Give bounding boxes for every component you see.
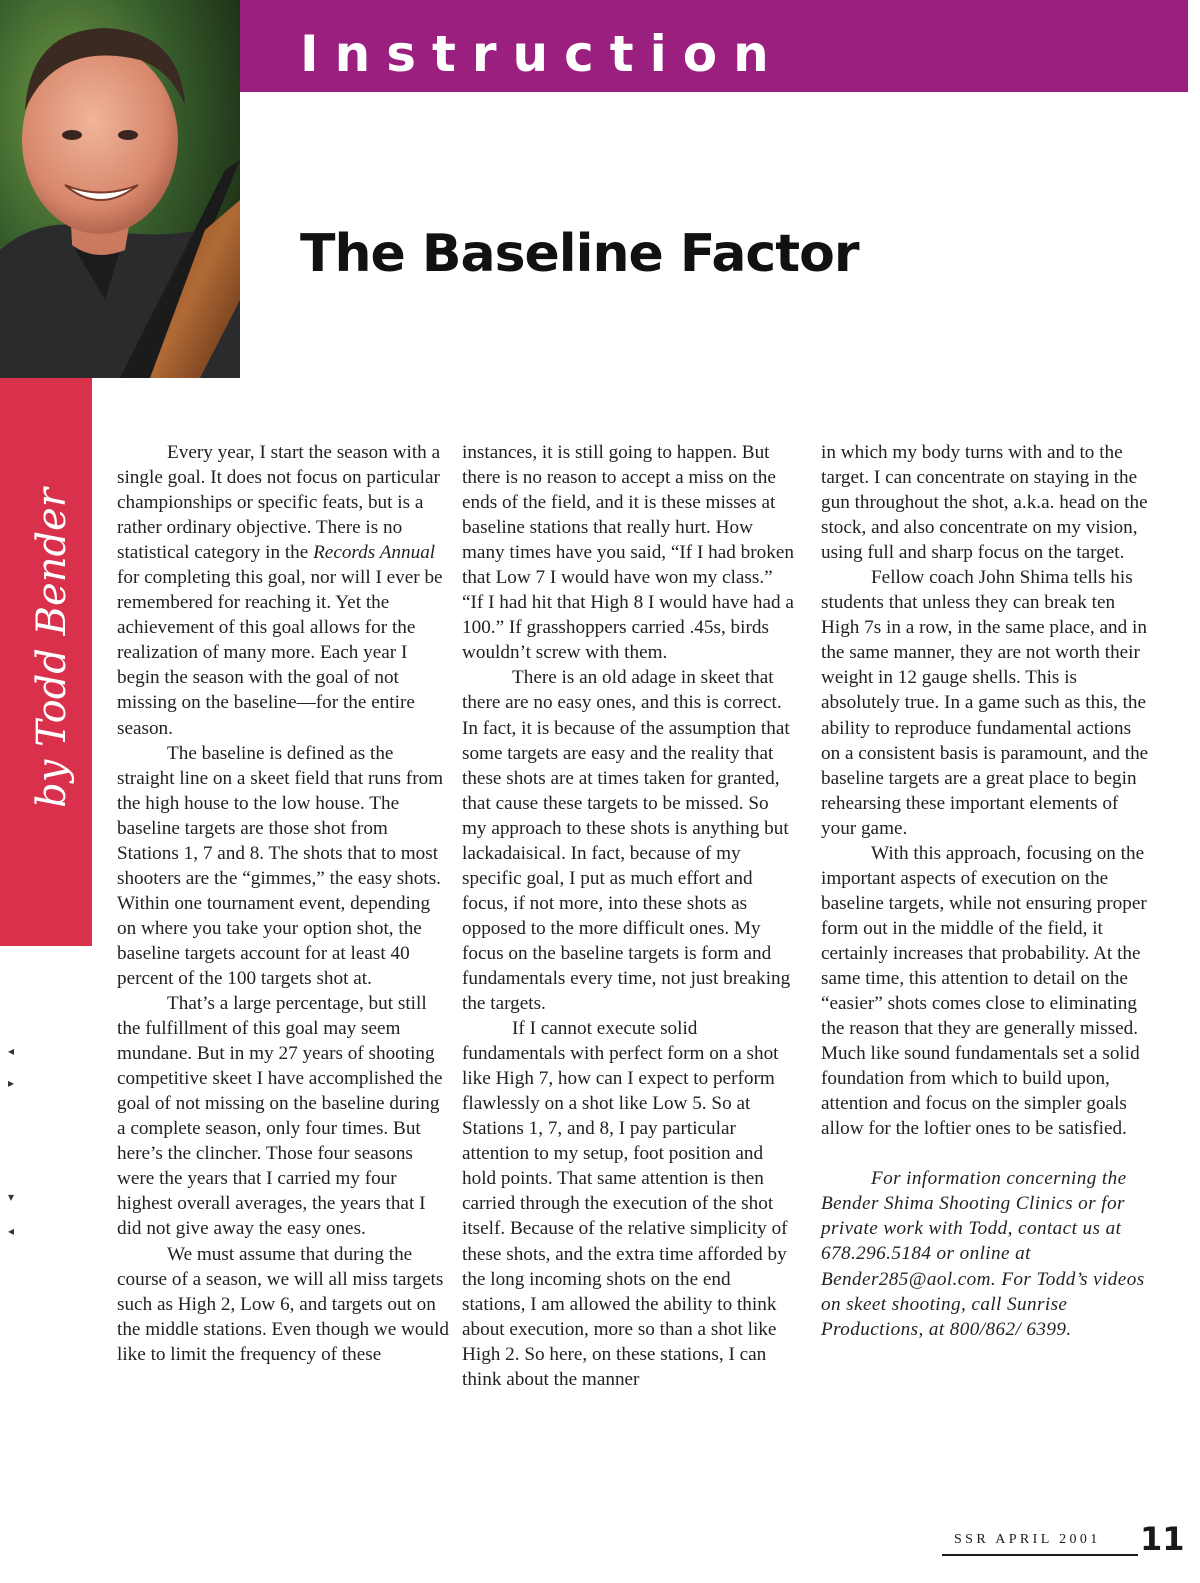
paragraph: We must assume that during the course of a season, we will all miss targets such as High 2, Low 6, and targets out on the middle stations. Even though we would like to limit the frequency of these <box>117 1243 450 1365</box>
page-number: 11 <box>1140 1520 1185 1558</box>
article-title: The Baseline Factor <box>300 224 859 284</box>
article-column-3 <box>821 440 1155 1342</box>
margin-mark: ◂ <box>8 1224 15 1238</box>
paragraph: There is an old adage in skeet that there are no easy ones, and this is correct. In fact, it is because of the assumption that some targets are easy and the reality that these shots are at times taken for granted, that cause these targets to be missed. So my approach to these shots is anything but lackadaisical. In fact, because of my specific goal, I put as much effort and focus, if not more, into these shots as opposed to the more difficult ones. My focus on the baseline targets is form and fundamentals every time, not just breaking the targets. <box>462 667 791 1015</box>
contact-info: For information concerning the Bender Shima Shooting Clinics or for private work with Todd, contact us at 678.296.5184 or online at Bender285@aol.com. For Todd’s videos on skeet shooting, call Sunrise Productions, at 800/862/ 6399. <box>821 1168 1145 1340</box>
paragraph: If I cannot execute solid fundamentals with perfect form on a shot like High 7, how can I expect to perform flawlessly on a shot like Low 5. So at Stations 1, 7, and 8, I pay particular attention to my setup, foot position and hold points. That same attention is then carried through the execution of the shot itself. Because of the relative simplicity of these shots, and the extra time afforded by the long incoming shots on the end stations, I am allowed the ability to think about execution, more so than a shot like High 2. So here, on these stations, I can think about the manner <box>462 1018 788 1390</box>
paragraph: Every year, I start the season with a single goal. It does not focus on particular championships or specific feats, but is a rather ordinary objective. There is no statistical category in the Records Annual for completing this goal, nor will I ever be remembered for reaching it. Yet the achievement of this goal allows for the realization of many more. Each year I begin the season with the goal of not missing on the baseline—for the entire season. <box>117 442 443 739</box>
paragraph: Fellow coach John Shima tells his students that unless they can break ten High 7s in a row, in the same place, and in the same manner, they are not worth their weight in 12 gauge shells. This is absolutely true. In a game such as this, the ability to reproduce fundamental actions on a consistent basis is paramount, and the baseline targets are a great place to begin rehearsing these important elements of your game. <box>821 567 1149 839</box>
paragraph: With this approach, focusing on the important aspects of execution on the baseline targets, while not ensuring proper form out in the middle of the field, it certainly increases that probability. At the same time, this attention to detail on the “easier” shots comes close to eliminating the reason that they are generally missed. Much like sound fundamentals set a solid foundation from which to build upon, attention and focus on the simpler goals allow for the loftier ones to be satisfied. <box>821 842 1147 1140</box>
issue-label: SSR APRIL 2001 <box>954 1532 1101 1547</box>
paragraph: instances, it is still going to happen. But there is no reason to accept a miss on the ends of the field, and it is these misses at baseline stations that really hurt. How many times have you said, “If I had broken that Low 7 I would have won my class.” “If I had hit that High 8 I would have had a 100.” If grasshoppers carried .45s, birds wouldn’t screw with them. <box>462 442 794 664</box>
paragraph: That’s a large percentage, but still the fulfillment of this goal may seem mundane. But in my 27 years of shooting competitive skeet I have accomplished the goal of not missing on the baseline during a complete season, only four times. But here’s the clincher. Those four seasons were the years that I carried my four highest overall averages, the years that I did not give away the easy ones. <box>117 993 443 1240</box>
footer-rule <box>942 1554 1138 1556</box>
author-portrait-image <box>0 0 240 378</box>
publication-name: Records Annual <box>313 542 436 564</box>
margin-mark: ▸ <box>8 1076 15 1090</box>
paragraph: in which my body turns with and to the target. I can concentrate on staying in the gun throughout the shot, a.k.a. head on the stock, and also concentrate on my vision, using full and sharp focus on the target. <box>821 442 1148 564</box>
margin-mark: ◂ <box>8 1044 15 1058</box>
article-column-1 <box>117 440 451 1367</box>
author-photo <box>0 0 240 378</box>
paragraph: The baseline is defined as the straight line on a skeet field that runs from the high house to the low house. The baseline targets are those shot from Stations 1, 7 and 8. The shots that to most shooters are the “gimmes,” the easy shots. Within one tournament event, depending on where you take your option shot, the baseline targets account for at least 40 percent of the 100 targets shot at. <box>117 742 444 989</box>
article-column-2 <box>462 440 796 1392</box>
margin-mark: ▾ <box>8 1190 15 1204</box>
author-byline: by Todd Bender <box>29 488 75 808</box>
page-footer <box>942 1520 1185 1558</box>
section-title: Instruction <box>300 25 785 83</box>
